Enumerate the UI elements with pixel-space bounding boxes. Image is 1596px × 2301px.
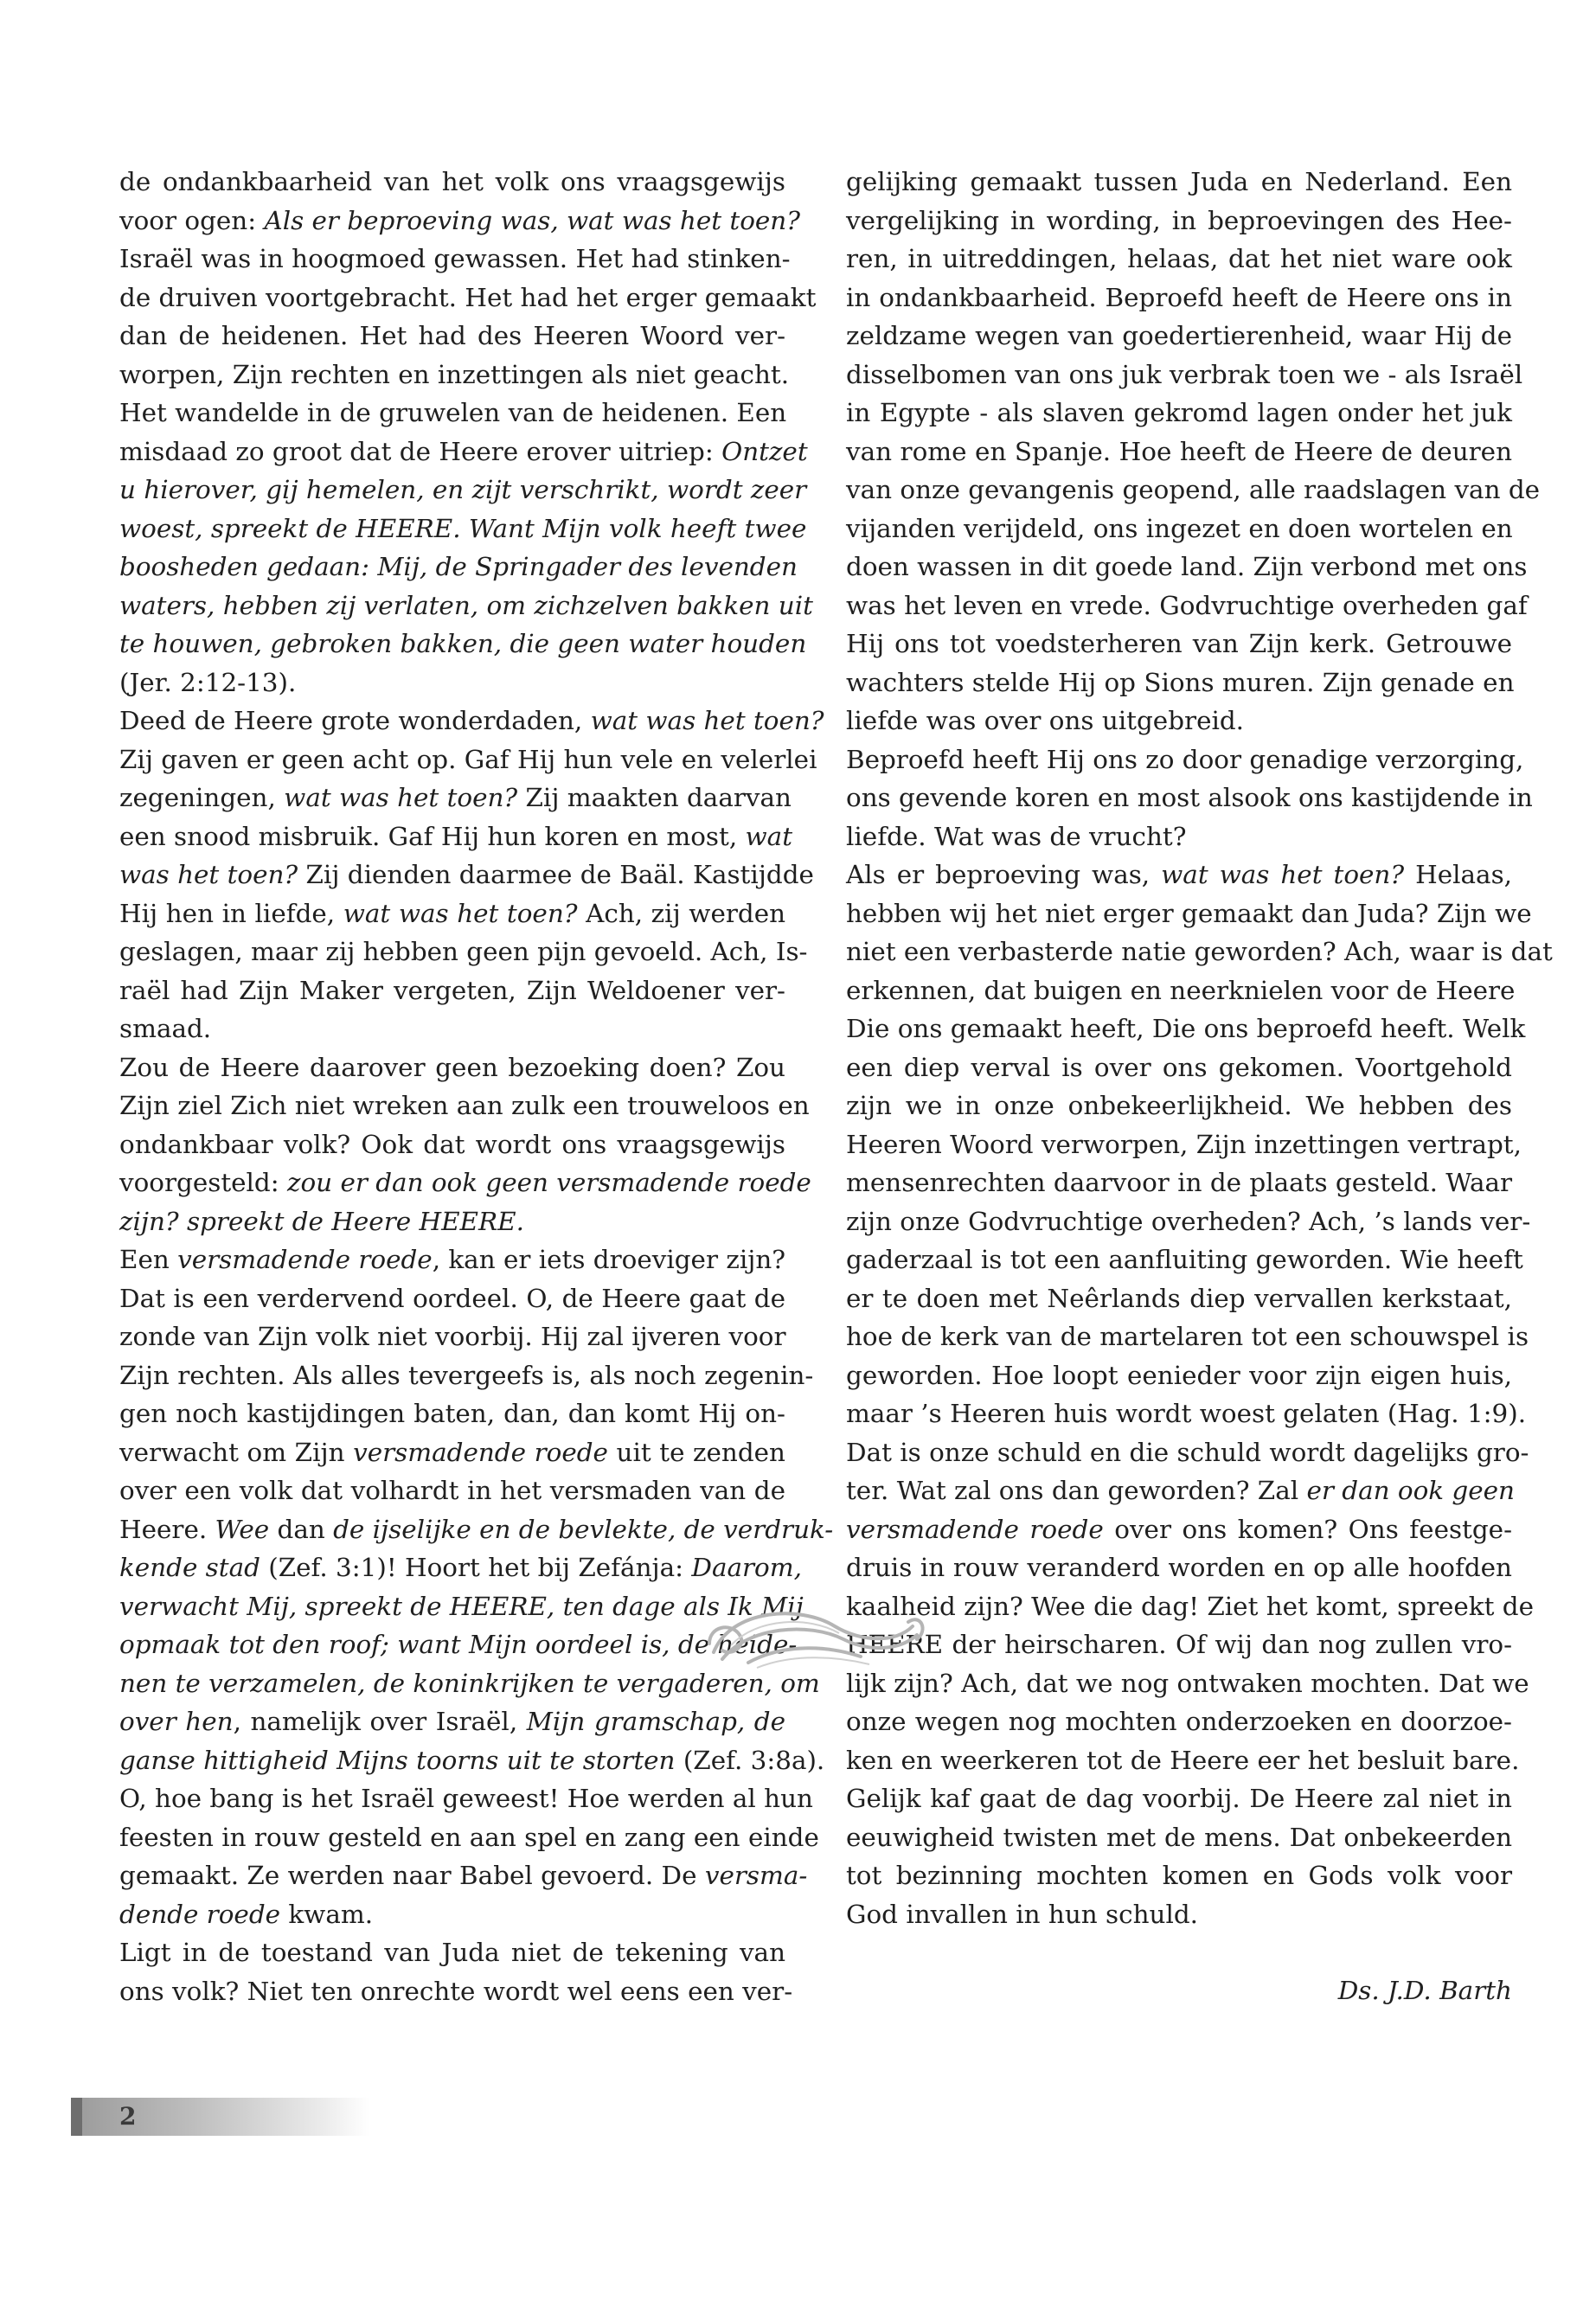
text-line <box>846 933 1553 971</box>
text-line <box>846 1356 1512 1395</box>
text-line <box>846 856 1512 894</box>
text-segment: er te doen met Neêrlands diep vervallen kerkstaat, <box>846 1283 1512 1313</box>
text-line <box>846 894 1532 933</box>
text-segment: liefde was over ons uitgebreid. <box>846 706 1245 735</box>
page-number-bar-edge <box>71 2098 82 2136</box>
text-line <box>119 625 807 663</box>
text-line <box>119 1895 785 1934</box>
text-segment: , kan er iets droeviger zijn? <box>432 1245 786 1274</box>
text-line <box>846 1433 1529 1472</box>
italic-text: Mijn gramschap, de <box>526 1707 785 1736</box>
text-segment: erkennen, dat buigen en neerknielen voor de Heere <box>846 975 1516 1005</box>
italic-text: nen te verzamelen, de koninkrijken te vergaderen, om <box>119 1668 820 1698</box>
text-segment: (Jer. 2:12-13). <box>119 667 297 697</box>
italic-text: wat was het toen? <box>284 783 518 812</box>
text-line <box>119 1048 785 1087</box>
text-line <box>846 1163 1512 1202</box>
text-line <box>846 1317 1529 1356</box>
text-segment: worpen, Zijn rechten en inzettingen als niet geacht. <box>119 359 790 389</box>
text-segment: Zij dienden daarmee de Baäl. Kastijdde <box>298 860 814 889</box>
text-line <box>119 1009 785 1048</box>
text-segment: O, hoe bang is het Israël geweest! Hoe werden al hun <box>119 1784 813 1813</box>
italic-text: er dan ook geen <box>1306 1476 1515 1505</box>
text-line <box>119 894 785 933</box>
italic-text: boosheden gedaan: Mij, de Springader des levenden <box>119 552 798 581</box>
text-line <box>119 1587 804 1626</box>
text-line <box>846 1125 1522 1164</box>
text-segment: Zijn ziel Zich niet wreken aan zulk een trouweloos en <box>119 1091 810 1120</box>
text-segment: geworden. Hoe loopt eenieder voor zijn eigen huis, <box>846 1360 1512 1390</box>
text-segment: verwacht om Zijn <box>119 1437 354 1467</box>
text-line <box>119 1394 785 1433</box>
text-line <box>846 1202 1531 1241</box>
text-segment: Het wandelde in de gruwelen van de heidenen. Een <box>119 398 787 427</box>
text-line <box>119 1471 785 1510</box>
italic-text: Wee <box>215 1514 270 1544</box>
text-line <box>119 1702 785 1741</box>
text-line <box>846 202 1512 240</box>
italic-text: Daarom, <box>691 1553 802 1582</box>
text-segment: uit te zenden <box>607 1437 785 1467</box>
text-segment: Helaas, <box>1404 860 1512 889</box>
page-number-bar <box>71 2098 369 2136</box>
text-line <box>846 1548 1512 1587</box>
text-segment: Dat is onze schuld en die schuld wordt dagelijks gro- <box>846 1437 1529 1467</box>
text-segment: Hij hen in liefde, <box>119 898 343 928</box>
text-line <box>119 702 824 740</box>
text-segment: onze wegen nog mochten onderzoeken en doorzoe- <box>846 1707 1512 1736</box>
text-segment: HEERE der heirscharen. Of wij dan nog zullen vro- <box>846 1630 1512 1659</box>
italic-text: zou er dan ook geen versmadende roede <box>287 1168 811 1197</box>
italic-text: Ontzet <box>721 436 808 466</box>
text-segment: ondankbaar volk? Ook dat wordt ons vraagsgewijs <box>119 1129 785 1159</box>
text-segment: Israël was in hoogmoed gewassen. Het had stinken- <box>119 244 791 273</box>
right-column <box>846 163 1553 1933</box>
text-line <box>119 1279 785 1318</box>
text-segment: gelijking gemaakt tussen Juda en Nederland. Een <box>846 167 1512 196</box>
text-segment: een snood misbruik. Gaf Hij hun koren en most, <box>119 821 746 851</box>
italic-text: u hierover, gij hemelen, en zijt verschrikt, wordt zeer <box>119 475 807 504</box>
italic-text: te houwen, gebroken bakken, die geen water houden <box>119 629 807 658</box>
text-segment: druis in rouw veranderd worden en op alle hoofden <box>846 1553 1512 1582</box>
text-line <box>846 510 1512 548</box>
text-line <box>119 817 793 856</box>
text-segment: kwam. <box>280 1899 374 1929</box>
text-segment: Een <box>119 1245 178 1274</box>
text-segment: Heere. <box>119 1514 215 1544</box>
text-line <box>119 1086 810 1125</box>
text-segment: een diep verval is over ons gekomen. Voortgehold <box>846 1052 1512 1082</box>
text-segment: mensenrechten daarvoor in de plaats gesteld. Waar <box>846 1168 1513 1197</box>
text-segment: over een volk dat volhardt in het versmaden van de <box>119 1476 785 1505</box>
text-line <box>846 586 1528 625</box>
text-line <box>119 1356 814 1395</box>
text-segment: vergelijking in wording, in beproevingen des Hee- <box>846 205 1512 235</box>
text-segment: over ons komen? Ons feestge- <box>1103 1514 1512 1544</box>
italic-text: over hen <box>119 1707 234 1736</box>
italic-text: Als er beproeving was, wat was het toen? <box>264 205 800 235</box>
text-line <box>119 933 808 971</box>
text-line <box>119 779 792 817</box>
text-line <box>846 240 1512 279</box>
italic-text: versmadende roede <box>353 1437 608 1467</box>
text-line <box>846 1471 1515 1510</box>
text-segment: niet een verbasterde natie geworden? Ach, waar is dat <box>846 937 1553 966</box>
text-line <box>846 817 1512 856</box>
text-line <box>119 1163 811 1202</box>
author-signature: Ds. J.D. Barth <box>1337 1976 1512 2005</box>
text-segment: wachters stelde Hij op Sions muren. Zijn genade en <box>846 667 1515 697</box>
italic-text: verwacht Mij, spreekt de HEERE, ten dage als Ik Mij <box>119 1591 804 1621</box>
italic-text: zijn? spreekt de Heere HEERE. <box>119 1206 524 1236</box>
text-segment: van onze gevangenis geopend, alle raadslagen van de <box>846 475 1541 504</box>
text-segment: voorgesteld: <box>119 1168 287 1197</box>
text-segment: ons volk? Niet ten onrechte wordt wel eens een ver- <box>119 1976 793 2006</box>
text-line <box>846 394 1512 433</box>
text-segment: voor ogen: <box>119 205 265 235</box>
text-line <box>846 548 1528 586</box>
text-line <box>846 1279 1512 1318</box>
text-line <box>119 1933 785 1972</box>
text-line <box>119 1433 785 1472</box>
text-segment: Die ons gemaakt heeft, Die ons beproefd heeft. Welk <box>846 1014 1526 1043</box>
text-segment: misdaad zo groot dat de Heere erover uitriep: <box>119 436 722 466</box>
text-line <box>119 1317 785 1356</box>
text-line <box>846 163 1512 202</box>
text-line <box>119 1125 785 1164</box>
text-line <box>846 1394 1527 1433</box>
italic-text: wat was het toen? <box>343 898 578 928</box>
text-segment: Deed de Heere grote wonderdaden, <box>119 706 591 735</box>
text-segment: maar ’s Heeren huis wordt woest gelaten (Hag. 1:9). <box>846 1399 1527 1428</box>
text-segment: Zij maakten daarvan <box>517 783 792 812</box>
text-segment: gen noch kastijdingen baten, dan, dan komt Hij on- <box>119 1399 785 1428</box>
text-segment: Als er beproeving was, <box>846 860 1162 889</box>
italic-text: versma- <box>704 1861 808 1890</box>
text-segment: Beproefd heeft Hij ons zo door genadige verzorging, <box>846 744 1524 774</box>
text-line <box>119 856 814 894</box>
text-line <box>119 971 785 1010</box>
text-line <box>846 1818 1512 1857</box>
text-line <box>846 1510 1512 1549</box>
text-segment: hebben wij het niet erger gemaakt dan Juda? Zijn we <box>846 898 1532 928</box>
text-segment: God invallen in hun schuld. <box>846 1899 1199 1929</box>
author-block <box>846 1933 1512 2010</box>
text-line <box>846 1856 1512 1895</box>
left-column <box>119 163 834 2010</box>
text-line <box>119 740 817 779</box>
text-line <box>846 1741 1520 1780</box>
text-line <box>846 471 1541 510</box>
text-segment: zeldzame wegen van goedertierenheid, waar Hij de <box>846 321 1512 350</box>
text-segment: van rome en Spanje. Hoe heeft de Heere de deuren <box>846 436 1512 466</box>
text-segment: doen wassen in dit goede land. Zijn verbond met ons <box>846 552 1528 581</box>
text-segment: geslagen, maar zij hebben geen pijn gevoeld. Ach, Is- <box>119 937 808 966</box>
text-line <box>846 625 1512 663</box>
text-segment: ter. Wat zal ons dan geworden? Zal <box>846 1476 1307 1505</box>
italic-text: wat was het toen? <box>1161 860 1405 889</box>
text-line <box>119 1664 820 1703</box>
text-line <box>119 471 807 510</box>
text-segment: Hij ons tot voedsterheren van Zijn kerk. Getrouwe <box>846 629 1512 658</box>
text-segment: in ondankbaarheid. Beproefd heeft de Heere ons in <box>846 282 1512 312</box>
text-segment: lijk zijn? Ach, dat we nog ontwaken mochten. Dat we <box>846 1668 1529 1698</box>
text-segment: dan <box>269 1514 334 1544</box>
text-line <box>846 433 1512 471</box>
text-segment: feesten in rouw gesteld en aan spel en zang een einde <box>119 1822 819 1852</box>
italic-text: ganse hittigheid Mijns toorns uit te storten <box>119 1745 676 1775</box>
italic-text: opmaak tot den roof; want Mijn oordeel is, de heide- <box>119 1630 798 1659</box>
text-line <box>119 1856 808 1895</box>
text-segment: zonde van Zijn volk niet voorbij. Hij zal ijveren voor <box>119 1322 786 1351</box>
text-segment: eeuwigheid twisten met de mens. Dat onbekeerden <box>846 1822 1512 1852</box>
italic-text: versmadende roede <box>177 1245 433 1274</box>
text-segment: Ach, zij werden <box>577 898 786 928</box>
italic-text: versmadende roede <box>846 1514 1104 1544</box>
text-segment: was het leven en vrede. Godvruchtige overheden gaf <box>846 590 1528 620</box>
italic-text: kende stad <box>119 1553 260 1582</box>
text-segment: disselbomen van ons juk verbrak toen we - als Israël <box>846 359 1523 389</box>
italic-text: wat <box>745 821 793 851</box>
italic-text: waters, hebben zij verlaten, om zichzelven bakken uit <box>119 590 813 620</box>
italic-text: dende roede <box>119 1899 281 1929</box>
page-number: 2 <box>119 2102 137 2131</box>
text-line <box>119 586 813 625</box>
text-segment: hoe de kerk van de martelaren tot een schouwspel is <box>846 1322 1529 1351</box>
text-segment: gemaakt. Ze werden naar Babel gevoerd. De <box>119 1861 705 1890</box>
text-line <box>119 1548 802 1587</box>
text-line <box>846 779 1533 817</box>
text-line <box>846 1702 1512 1741</box>
text-line <box>846 663 1515 702</box>
text-line <box>119 1972 793 2011</box>
text-line <box>119 163 785 202</box>
text-segment: raël had Zijn Maker vergeten, Zijn Weldoener ver- <box>119 975 785 1005</box>
text-segment: Zij gaven er geen acht op. Gaf Hij hun vele en velerlei <box>119 744 817 774</box>
text-line <box>119 1741 825 1780</box>
text-segment: gaderzaal is tot een aanfluiting geworden. Wie heeft <box>846 1245 1523 1274</box>
text-line <box>846 1625 1512 1664</box>
text-line <box>119 1240 785 1279</box>
text-segment: Zijn rechten. Als alles tevergeefs is, als noch zegenin- <box>119 1360 814 1390</box>
text-line <box>846 1086 1512 1125</box>
text-segment: , namelijk over Israël, <box>233 1707 527 1736</box>
text-segment: Gelijk kaf gaat de dag voorbij. De Heere zal niet in <box>846 1784 1512 1813</box>
text-line <box>846 1779 1512 1818</box>
text-segment: ons gevende koren en most alsook ons kastijdende in <box>846 783 1533 812</box>
text-line <box>119 1779 813 1818</box>
text-line <box>846 1240 1523 1279</box>
italic-text: de ijselijke en de bevlekte, de verdruk- <box>333 1514 834 1544</box>
text-line <box>119 510 807 548</box>
text-segment: dan de heidenen. Het had des Heeren Woord ver- <box>119 321 785 350</box>
italic-text: wat was het toen? <box>590 706 824 735</box>
text-segment: Dat is een verdervend oordeel. O, de Heere gaat de <box>119 1283 785 1313</box>
text-segment: ken en weerkeren tot de Heere eer het besluit bare. <box>846 1745 1520 1775</box>
text-segment: vijanden verijdeld, ons ingezet en doen wortelen en <box>846 513 1513 543</box>
text-line <box>119 202 800 240</box>
text-segment: Ligt in de toestand van Juda niet de tekening van <box>119 1938 785 1967</box>
text-line <box>846 702 1512 740</box>
text-line <box>846 317 1512 356</box>
text-line <box>119 240 791 279</box>
text-segment: de druiven voortgebracht. Het had het erger gemaakt <box>119 282 817 312</box>
text-line <box>846 1048 1512 1087</box>
text-line <box>119 1202 785 1241</box>
text-line <box>119 663 785 702</box>
text-segment: zijn we in onze onbekeerlijkheid. We hebben des <box>846 1091 1512 1120</box>
text-segment: (Zef. 3:1)! Hoort het bij Zefánja: <box>260 1553 692 1582</box>
text-line <box>119 317 785 356</box>
italic-text: woest, spreekt de HEERE. Want Mijn volk heeft twee <box>119 513 807 543</box>
text-line <box>119 356 790 394</box>
text-segment: Heeren Woord verworpen, Zijn inzettingen vertrapt, <box>846 1129 1522 1159</box>
text-line <box>846 971 1516 1010</box>
text-segment: liefde. Wat was de vrucht? <box>846 821 1187 851</box>
text-line <box>846 1009 1526 1048</box>
text-line <box>119 279 817 317</box>
text-segment: kaalheid zijn? Wee die dag! Ziet het komt, spreekt de <box>846 1591 1534 1621</box>
text-segment: (Zef. 3:8a). <box>675 1745 825 1775</box>
text-line <box>846 740 1524 779</box>
text-line <box>119 1818 819 1857</box>
text-line <box>119 1510 834 1549</box>
text-line <box>119 548 798 586</box>
text-segment: in Egypte - als slaven gekromd lagen onder het juk <box>846 398 1512 427</box>
flourish-ornament-icon <box>696 1592 930 1678</box>
text-segment: Zou de Heere daarover geen bezoeking doen? Zou <box>119 1052 785 1082</box>
text-line <box>846 356 1523 394</box>
text-line <box>846 1587 1534 1626</box>
text-segment: ren, in uitreddingen, helaas, dat het niet ware ook <box>846 244 1512 273</box>
italic-text: was het toen? <box>119 860 298 889</box>
text-segment: tot bezinning mochten komen en Gods volk voor <box>846 1861 1512 1890</box>
text-segment: zegeningen, <box>119 783 285 812</box>
text-line <box>119 1625 798 1664</box>
text-segment: zijn onze Godvruchtige overheden? Ach, ’s lands ver- <box>846 1206 1531 1236</box>
text-line <box>119 394 785 433</box>
text-segment: smaad. <box>119 1014 212 1043</box>
text-line <box>846 1664 1529 1703</box>
text-line <box>846 1895 1512 1934</box>
text-line <box>119 433 808 471</box>
text-segment: de ondankbaarheid van het volk ons vraagsgewijs <box>119 167 785 196</box>
text-line <box>846 279 1512 317</box>
